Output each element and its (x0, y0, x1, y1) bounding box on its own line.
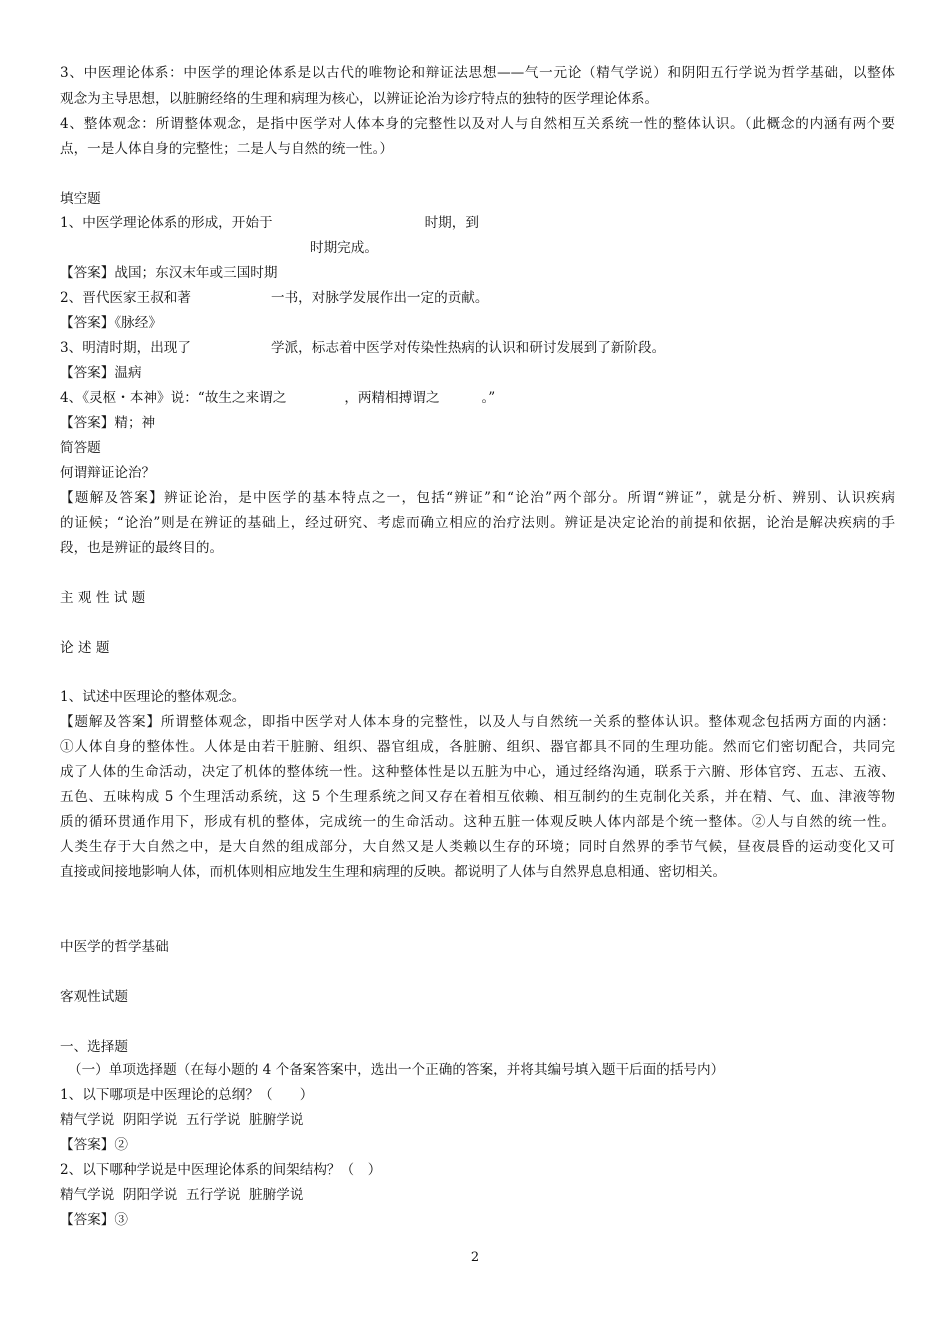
question-line: 1、以下哪项是中医理论的总纲？（ ） (60, 1087, 314, 1103)
section-heading: 论 述 题 (60, 640, 110, 656)
chapter-heading: 中医学的哲学基础 (60, 939, 169, 955)
answer-line: 【答案】③ (60, 1212, 128, 1228)
answer-paragraph-line: 五色、五味构成 5 个生理活动系统，这 5 个生理系统之间又存在着相互依赖、相互制约的生克制化关系，并在精、气、血、津液等物 (60, 789, 895, 805)
answer-paragraph-line: 人类生存于大自然之中，是大自然的组成部分，大自然又是人类赖以生存的环境；同时自然界的季节气候，昼夜晨昏的运动变化又可 (60, 839, 895, 855)
subsection-heading: （一）单项选择题（在每小题的 4 个备案答案中，选出一个正确的答案，并将其编号填入题干后面的括号内） (68, 1062, 725, 1078)
question-line (60, 339, 895, 358)
section-heading: 主 观 性 试 题 (60, 590, 146, 606)
question-text: 。” (481, 390, 496, 406)
options-line: 精气学说 阴阳学说 五行学说 脏腑学说 (60, 1112, 304, 1128)
question-text: 一书，对脉学发展作出一定的贡献。 (271, 290, 489, 306)
answer-line: 【答案】② (60, 1137, 128, 1153)
fill-blank-heading: 填空题 (60, 191, 101, 207)
question-line (60, 289, 895, 308)
options-line: 精气学说 阴阳学说 五行学说 脏腑学说 (60, 1187, 304, 1203)
page-number: 2 (470, 1250, 480, 1265)
definition-line: 观念为主导思想，以脏腑经络的生理和病理为核心，以辨证论治为诊疗特点的独特的医学理论体系。 (60, 91, 659, 107)
definition-line: 3、中医理论体系：中医学的理论体系是以古代的唯物论和辩证法思想——气一元论（精气学说）和阴阳五行学说为哲学基础，以整体 (60, 65, 895, 81)
definition-line: 4、整体观念：所谓整体观念，是指中医学对人体本身的完整性以及对人与自然相互关系统一性的整体认识。（此概念的内涵有两个要 (60, 116, 895, 132)
question-text: 学派，标志着中医学对传染性热病的认识和研讨发展到了新阶段。 (271, 340, 666, 356)
question-text: 1、中医学理论体系的形成，开始于 (60, 215, 273, 231)
question-line: 1、试述中医理论的整体观念。 (60, 689, 246, 705)
answer-line: 【答案】《脉经》 (60, 315, 162, 331)
answer-paragraph-line: ①人体自身的整体性。人体是由若干脏腑、组织、器官组成，各脏腑、组织、器官都具不同的生理功能。然而它们密切配合，共同完 (60, 739, 895, 755)
section-heading: 一、选择题 (60, 1039, 128, 1055)
question-text: 3、明清时期，出现了 (60, 340, 191, 356)
question-text: ，两精相搏谓之 (344, 390, 440, 406)
answer-paragraph-line: 质的循环贯通作用下，形成有机的整体，完成统一的生命活动。这种五脏一体观反映人体内部是个统一整体。②人与自然的统一性。 (60, 814, 895, 830)
question-text: 2、晋代医家王叔和著 (60, 290, 191, 306)
question-line (60, 389, 895, 408)
question-line (60, 214, 895, 233)
answer-line: 【答案】战国；东汉末年或三国时期 (60, 265, 278, 281)
answer-paragraph-line: 直接或间接地影响人体，而机体则相应地发生生理和病理的反映。都说明了人体与自然界息息相通、密切相关。 (60, 864, 727, 880)
answer-paragraph-line: 成了人体的生命活动，决定了机体的整体统一性。这种整体性是以五脏为中心，通过经络沟通，联系于六腑、形体官窍、五志、五液、 (60, 764, 895, 780)
answer-paragraph-line: 段，也是辨证的最终目的。 (60, 540, 224, 556)
question-text: 时期，到 (424, 215, 479, 231)
short-answer-heading: 简答题 (60, 440, 101, 456)
definition-line: 点，一是人体自身的完整性；二是人与自然的统一性。） (60, 141, 394, 157)
answer-line: 【答案】温病 (60, 365, 142, 381)
answer-paragraph-line: 【题解及答案】辨证论治，是中医学的基本特点之一，包括“辨证”和“论治”两个部分。所谓“辨证”，就是分析、辨别、认识疾病 (60, 490, 895, 506)
question-line: 何谓辩证论治？ (60, 465, 156, 481)
answer-paragraph-line: 【题解及答案】所谓整体观念，即指中医学对人体本身的完整性，以及人与自然统一关系的整体认识。整体观念包括两方面的内涵： (60, 714, 895, 730)
answer-paragraph-line: 的证候；“论治”则是在辨证的基础上，经过研究、考虑而确立相应的治疗法则。辨证是决定论治的前提和依据，论治是解决疾病的手 (60, 515, 895, 531)
answer-line: 【答案】精；神 (60, 415, 156, 431)
question-line: 2、以下哪种学说是中医理论体系的间架结构？（ ） (60, 1162, 382, 1178)
question-line: 时期完成。 (310, 240, 378, 256)
question-text: 4、《灵枢・本神》说：“故生之来谓之 (60, 390, 287, 406)
section-heading: 客观性试题 (60, 989, 128, 1005)
